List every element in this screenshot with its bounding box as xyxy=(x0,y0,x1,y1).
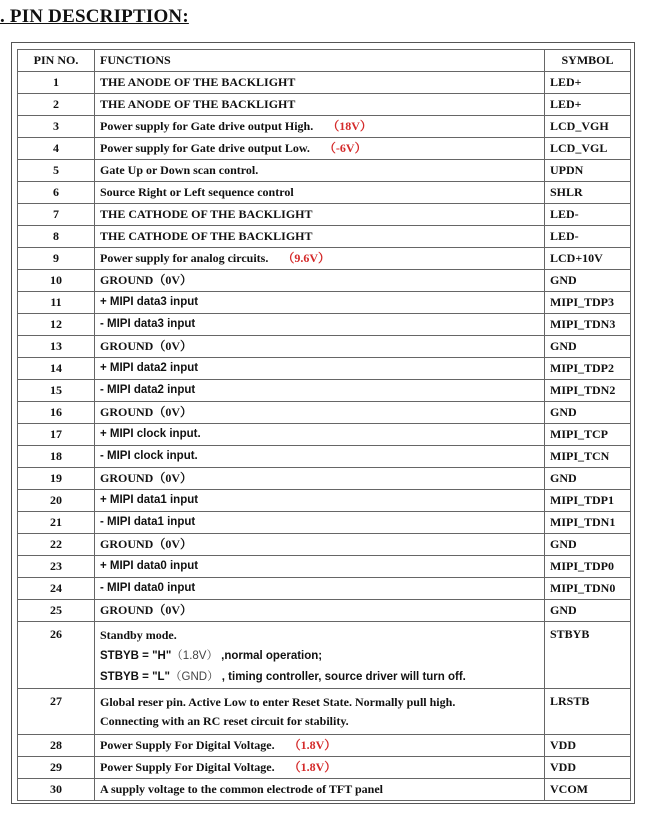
pin-function xyxy=(95,358,545,380)
table-row xyxy=(18,689,631,735)
voltage-value: （1.8V） xyxy=(288,738,337,752)
stbyb-high-voltage: （1.8V） xyxy=(171,650,218,662)
pin-symbol: GND xyxy=(545,600,631,622)
pin-function xyxy=(95,138,545,160)
pin-description-table xyxy=(17,49,631,801)
table-row xyxy=(18,138,631,160)
function-text: GROUND（0V） xyxy=(100,537,192,551)
pin-symbol: LED- xyxy=(545,204,631,226)
pin-function xyxy=(95,600,545,622)
pin-function xyxy=(95,380,545,402)
pin-symbol: GND xyxy=(545,270,631,292)
pin-number: 8 xyxy=(18,226,95,248)
header-symbol: SYMBOL xyxy=(545,50,631,72)
function-text: - MIPI data0 input xyxy=(100,582,196,594)
function-text: + MIPI data0 input xyxy=(100,560,199,572)
table-row xyxy=(18,735,631,757)
stbyb-low-desc: , timing controller, source driver will turn off. xyxy=(221,671,466,683)
pin-symbol: LED+ xyxy=(545,72,631,94)
pin-symbol: GND xyxy=(545,468,631,490)
table-row xyxy=(18,314,631,336)
pin-symbol: LCD_VGL xyxy=(545,138,631,160)
pin-symbol: MIPI_TDN3 xyxy=(545,314,631,336)
function-text: Power Supply For Digital Voltage. xyxy=(100,760,275,774)
pin-number: 17 xyxy=(18,424,95,446)
pin-symbol: MIPI_TDN2 xyxy=(545,380,631,402)
pin-symbol: LED- xyxy=(545,226,631,248)
table-row xyxy=(18,182,631,204)
pin-function xyxy=(95,204,545,226)
pin-number: 30 xyxy=(18,779,95,801)
pin-number: 26 xyxy=(18,622,95,689)
pin-function xyxy=(95,779,545,801)
pin-function xyxy=(95,72,545,94)
voltage-value: （-6V） xyxy=(323,141,367,155)
function-text: + MIPI data1 input xyxy=(100,494,199,506)
table-row xyxy=(18,72,631,94)
function-line: Global reser pin. Active Low to enter Reset State. Normally pull high. xyxy=(100,695,456,709)
pin-number: 16 xyxy=(18,402,95,424)
pin-symbol: GND xyxy=(545,336,631,358)
pin-number: 27 xyxy=(18,689,95,735)
table-row xyxy=(18,292,631,314)
table-row xyxy=(18,336,631,358)
pin-function xyxy=(95,182,545,204)
pin-function xyxy=(95,446,545,468)
function-text: A supply voltage to the common electrode of TFT panel xyxy=(100,782,383,796)
pin-number: 23 xyxy=(18,556,95,578)
function-text: - MIPI clock input. xyxy=(100,450,198,462)
pin-number: 28 xyxy=(18,735,95,757)
pin-number: 19 xyxy=(18,468,95,490)
pin-number: 4 xyxy=(18,138,95,160)
pin-number: 21 xyxy=(18,512,95,534)
table-row xyxy=(18,116,631,138)
pin-function xyxy=(95,578,545,600)
table-row xyxy=(18,578,631,600)
table-row xyxy=(18,779,631,801)
function-text: THE ANODE OF THE BACKLIGHT xyxy=(100,97,296,111)
table-body xyxy=(18,72,631,801)
function-text: GROUND（0V） xyxy=(100,339,192,353)
table-row xyxy=(18,757,631,779)
pin-number: 11 xyxy=(18,292,95,314)
pin-symbol: MIPI_TDP3 xyxy=(545,292,631,314)
table-header-row xyxy=(18,50,631,72)
pin-function xyxy=(95,336,545,358)
stbyb-high-desc: ,normal operation; xyxy=(221,650,323,662)
pin-number: 13 xyxy=(18,336,95,358)
function-text: THE ANODE OF THE BACKLIGHT xyxy=(100,75,296,89)
pin-number: 7 xyxy=(18,204,95,226)
pin-symbol: MIPI_TDP0 xyxy=(545,556,631,578)
pin-function xyxy=(95,116,545,138)
pin-symbol: VCOM xyxy=(545,779,631,801)
table-row xyxy=(18,468,631,490)
pin-symbol: VDD xyxy=(545,757,631,779)
pin-number: 3 xyxy=(18,116,95,138)
pin-function xyxy=(95,424,545,446)
table-row xyxy=(18,94,631,116)
table-row xyxy=(18,556,631,578)
pin-number: 9 xyxy=(18,248,95,270)
stbyb-low-label: STBYB = "L" xyxy=(100,671,171,683)
pin-function xyxy=(95,402,545,424)
pin-symbol: GND xyxy=(545,534,631,556)
function-text: - MIPI data2 input xyxy=(100,384,196,396)
function-text: + MIPI data2 input xyxy=(100,362,199,374)
pin-symbol: MIPI_TDP2 xyxy=(545,358,631,380)
function-text: Source Right or Left sequence control xyxy=(100,185,294,199)
table-row xyxy=(18,512,631,534)
function-text: Power supply for Gate drive output High. xyxy=(100,119,314,133)
pin-number: 22 xyxy=(18,534,95,556)
table-row xyxy=(18,600,631,622)
pin-number: 5 xyxy=(18,160,95,182)
pin-function xyxy=(95,226,545,248)
pin-symbol: LCD_VGH xyxy=(545,116,631,138)
pin-symbol: LCD+10V xyxy=(545,248,631,270)
pin-function xyxy=(95,534,545,556)
pin-function xyxy=(95,556,545,578)
function-line xyxy=(100,667,539,688)
stbyb-low-voltage: （GND） xyxy=(170,671,219,683)
table-row xyxy=(18,160,631,182)
pin-function xyxy=(95,160,545,182)
pin-function xyxy=(95,468,545,490)
pin-symbol: GND xyxy=(545,402,631,424)
function-text: GROUND（0V） xyxy=(100,471,192,485)
header-functions: FUNCTIONS xyxy=(95,50,545,72)
pin-number: 24 xyxy=(18,578,95,600)
pin-function xyxy=(95,94,545,116)
function-text: - MIPI data1 input xyxy=(100,516,196,528)
table-row xyxy=(18,380,631,402)
pin-symbol: MIPI_TDN0 xyxy=(545,578,631,600)
pin-function xyxy=(95,689,545,735)
pin-number: 20 xyxy=(18,490,95,512)
pin-function xyxy=(95,490,545,512)
pin-symbol: MIPI_TCN xyxy=(545,446,631,468)
pin-function xyxy=(95,270,545,292)
voltage-value: （1.8V） xyxy=(288,760,337,774)
pin-symbol: MIPI_TDP1 xyxy=(545,490,631,512)
table-row xyxy=(18,534,631,556)
table-row xyxy=(18,490,631,512)
pin-number: 15 xyxy=(18,380,95,402)
function-line xyxy=(100,646,539,667)
pin-number: 2 xyxy=(18,94,95,116)
table-row xyxy=(18,248,631,270)
pin-function xyxy=(95,292,545,314)
function-text: THE CATHODE OF THE BACKLIGHT xyxy=(100,229,313,243)
section-title: . PIN DESCRIPTION: xyxy=(0,6,189,27)
stbyb-high-label: STBYB = "H" xyxy=(100,650,172,662)
pin-function xyxy=(95,735,545,757)
pin-number: 10 xyxy=(18,270,95,292)
pin-function xyxy=(95,622,545,689)
table-row xyxy=(18,446,631,468)
pin-function xyxy=(95,757,545,779)
pin-number: 6 xyxy=(18,182,95,204)
pin-symbol: VDD xyxy=(545,735,631,757)
table-row xyxy=(18,402,631,424)
pin-function xyxy=(95,512,545,534)
table-row xyxy=(18,622,631,689)
pin-function xyxy=(95,314,545,336)
pin-symbol: MIPI_TCP xyxy=(545,424,631,446)
function-line: Connecting with an RC reset circuit for stability. xyxy=(100,714,349,728)
function-text: GROUND（0V） xyxy=(100,273,192,287)
function-text: + MIPI clock input. xyxy=(100,428,201,440)
function-text: THE CATHODE OF THE BACKLIGHT xyxy=(100,207,313,221)
pin-number: 29 xyxy=(18,757,95,779)
pin-number: 12 xyxy=(18,314,95,336)
table-row xyxy=(18,358,631,380)
header-pin-no: PIN NO. xyxy=(18,50,95,72)
function-text: GROUND（0V） xyxy=(100,603,192,617)
pin-number: 14 xyxy=(18,358,95,380)
table-row xyxy=(18,270,631,292)
function-text: Power supply for Gate drive output Low. xyxy=(100,141,310,155)
table-row xyxy=(18,226,631,248)
voltage-value: （18V） xyxy=(327,119,372,133)
table-row xyxy=(18,204,631,226)
pin-function xyxy=(95,248,545,270)
pin-symbol: LRSTB xyxy=(545,689,631,735)
function-text: GROUND（0V） xyxy=(100,405,192,419)
function-text: Gate Up or Down scan control. xyxy=(100,163,259,177)
pin-symbol: UPDN xyxy=(545,160,631,182)
pin-symbol: LED+ xyxy=(545,94,631,116)
pin-symbol: STBYB xyxy=(545,622,631,689)
pin-number: 25 xyxy=(18,600,95,622)
function-line: Standby mode. xyxy=(100,628,177,642)
function-text: Power supply for analog circuits. xyxy=(100,251,269,265)
function-text: + MIPI data3 input xyxy=(100,296,199,308)
function-text: - MIPI data3 input xyxy=(100,318,196,330)
voltage-value: （9.6V） xyxy=(282,251,331,265)
pin-number: 1 xyxy=(18,72,95,94)
function-text: Power Supply For Digital Voltage. xyxy=(100,738,275,752)
pin-number: 18 xyxy=(18,446,95,468)
pin-symbol: SHLR xyxy=(545,182,631,204)
pin-symbol: MIPI_TDN1 xyxy=(545,512,631,534)
table-row xyxy=(18,424,631,446)
